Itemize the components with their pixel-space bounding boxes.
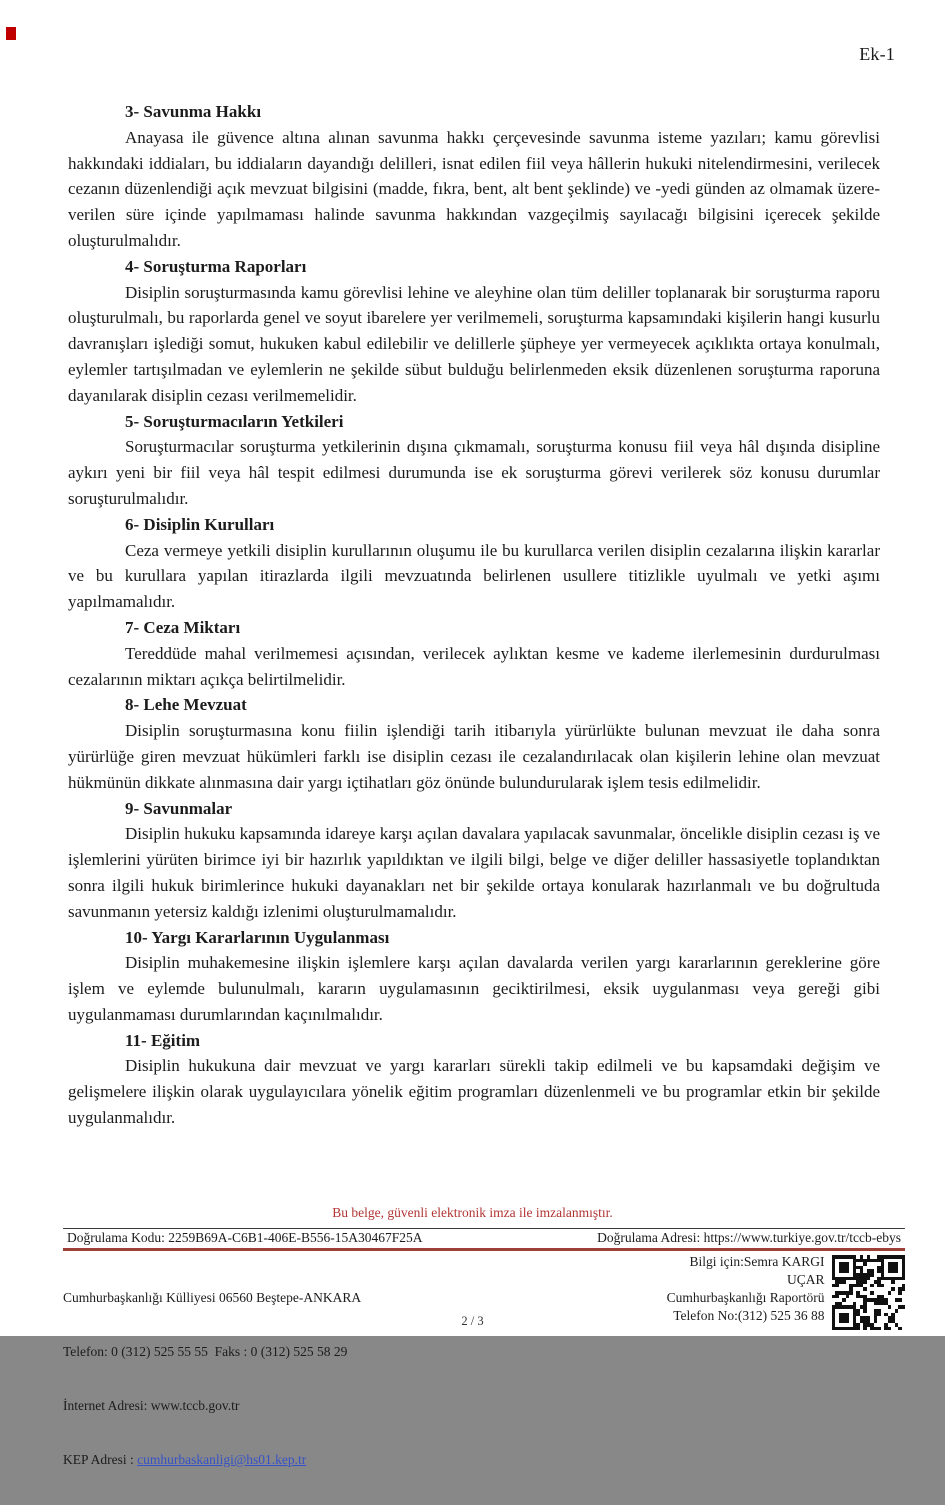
section-heading: 6- Disiplin Kurulları (125, 514, 275, 534)
section-heading: 11- Eğitim (125, 1030, 201, 1050)
signature-notice: Bu belge, güvenli elektronik imza ile imzalanmıştır. (332, 1205, 613, 1220)
section-paragraph: Ceza vermeye yetkili disiplin kurullarının oluşumu ile bu kurullarca verilen disiplin cezalarına ilişkin kararlar ve bu kurullara yapılan itirazlarda ilgili mevzuatında belirlenen usullere titizlikle uyulmalı ve yetki aşımı yapılmamalıdır. (68, 540, 880, 612)
section-paragraph: Disiplin muhakemesine ilişkin işlemlere karşı açılan davalarda verilen yargı kararlarının gereklerine göre işlem ve eylemde bulunulmalı, kararın uygulamasının geciktirilmesi, eksik uygulanması veya gereği gibi uygulanmaması durumlarından kaçınılmalıdır. (68, 953, 880, 1024)
verification-row (63, 1228, 905, 1251)
org-website: İnternet Adresi: www.tccb.gov.tr (63, 1398, 240, 1413)
section-paragraph: Disiplin hukukuna dair mevzuat ve yargı kararları sürekli takip edilmeli ve bu kapsamdaki değişim ve gelişmelere ilişkin olarak uygulayıcılara yönelik eğitim programları düzenlenmeli ve bu programlar etkin bir şekilde uygulanmalıdır. (68, 1056, 880, 1128)
section-paragraph: Disiplin hukuku kapsamında idareye karşı açılan davalara yapılacak savunmalar, öncelikle disiplin cezası iş ve işlemlerini yürüten birimce iyi bir hazırlık yapıldıktan ve ilgili bilgi, belge ve diğer deliller hassasiyetle toplandıktan sonra ilgili hukuk birimlerince hukuki dayanakları net bir şekilde ortaya konularak hazırlanmalı ve bu doğrultuda savunmanın yetersiz kaldığı izlenimi oluşturulmamalıdır. (68, 824, 880, 921)
section-paragraph: Disiplin soruşturmasına konu fiilin işlendiği tarih itibarıyla yürürlükte bulunan mevzuat ile daha sonra yürürlüğe giren mevzuat hükümleri farklı ise disiplin cezası ile cezalandırılacak olan kişilerin lehine olan mevzuat hükmünün dikkate alınmasına dair yargı içtihatları göz önünde bulundurularak işlem tesis edilmelidir. (68, 721, 880, 792)
verification-code: Doğrulama Kodu: 2259B69A-C6B1-406E-B556-15A30467F25A (67, 1230, 423, 1245)
contact-title: Cumhurbaşkanlığı Raportörü (666, 1290, 825, 1305)
section-heading: 5- Soruşturmacıların Yetkileri (125, 411, 344, 431)
org-address: Cumhurbaşkanlığı Külliyesi 06560 Beştepe-ANKARA (63, 1290, 362, 1305)
page-number: 2 / 3 (461, 1314, 484, 1328)
section-heading: 10- Yargı Kararlarının Uygulanması (125, 927, 390, 947)
footer-contact-block (63, 1253, 905, 1505)
section-paragraph: Anayasa ile güvence altına alınan savunma hakkı çerçevesinde savunma isteme yazıları; kamu görevlisi hakkındaki iddiaları, bu iddiaların dayandığı delilleri, isnat edilen fiil veya hâllerin hukuki nitelendirmesini, verilecek cezanın düzenlendiği açık mevzuat bilgisini (madde, fıkra, bent, alt bent şeklinde) ve -yedi günden az olmamak üzere- verilen süre içinde yapılmaması halinde savunma hakkından vazgeçilmiş sayılacağı bilgisini içerecek şekilde oluşturulmalıdır. (68, 127, 880, 250)
kep-address-line (63, 1451, 361, 1469)
document-body (68, 99, 880, 1131)
section-paragraph: Tereddüde mahal verilmemesi açısından, verilecek aylıktan kesme ve kademe ilerlemesinin durdurulması cezalarının miktarı açıkça belirtilmelidir. (68, 643, 880, 689)
corner-mark (6, 27, 16, 40)
org-phone-fax: Telefon: 0 (312) 525 55 55 Faks : 0 (312) 525 58 29 (63, 1344, 348, 1359)
section-heading: 7- Ceza Miktarı (125, 617, 241, 637)
section-heading: 3- Savunma Hakkı (125, 102, 262, 121)
contact-name: Bilgi için:Semra KARGI (689, 1254, 825, 1269)
section-heading: 8- Lehe Mevzuat (125, 695, 247, 715)
section-heading: 4- Soruşturma Raporları (125, 256, 307, 276)
kep-address-label: KEP Adresi : (63, 1452, 138, 1467)
annex-label: Ek-1 (859, 44, 895, 64)
section-paragraph: Soruşturmacılar soruşturma yetkilerinin dışına çıkmamalı, soruşturma konusu fiil veya hâl dışında disipline aykırı yeni bir fiil veya hâl tespit edilmesi durumunda ise ek soruşturma görevi verilerek söz konusu durumlar soruşturulmalıdır. (68, 437, 880, 508)
kep-address-link[interactable]: cumhurbaskanligi@hs01.kep.tr (137, 1452, 307, 1467)
section-paragraph: Disiplin soruşturmasında kamu görevlisi lehine ve aleyhine olan tüm deliller toplanarak bir soruşturma raporu oluşturulmalı, bu raporlarda genel ve soyut ibarelere yer verilmemeli, soruşturma kapsamındaki kişilerin hangi kusurlu davranışları işlediği somut, hukuken kabul edilebilir ve delillerle şüpheye yer vermeyecek açıklıkta ortaya konulmalı, eylemler tartışılmadan ve eylemlerin ne şekilde sübut bulduğu belirlenmeden eksik düzenlenen soruşturma raporuna dayanılarak disiplin cezası verilmemelidir. (68, 282, 880, 405)
contact-surname: UÇAR (786, 1272, 825, 1287)
contact-phone: Telefon No:(312) 525 36 88 (673, 1308, 825, 1323)
org-contact-column (63, 1253, 361, 1505)
section-heading: 9- Savunmalar (125, 798, 233, 818)
verification-address: Doğrulama Adresi: https://www.turkiye.gov.tr/tccb-ebys (597, 1230, 901, 1245)
